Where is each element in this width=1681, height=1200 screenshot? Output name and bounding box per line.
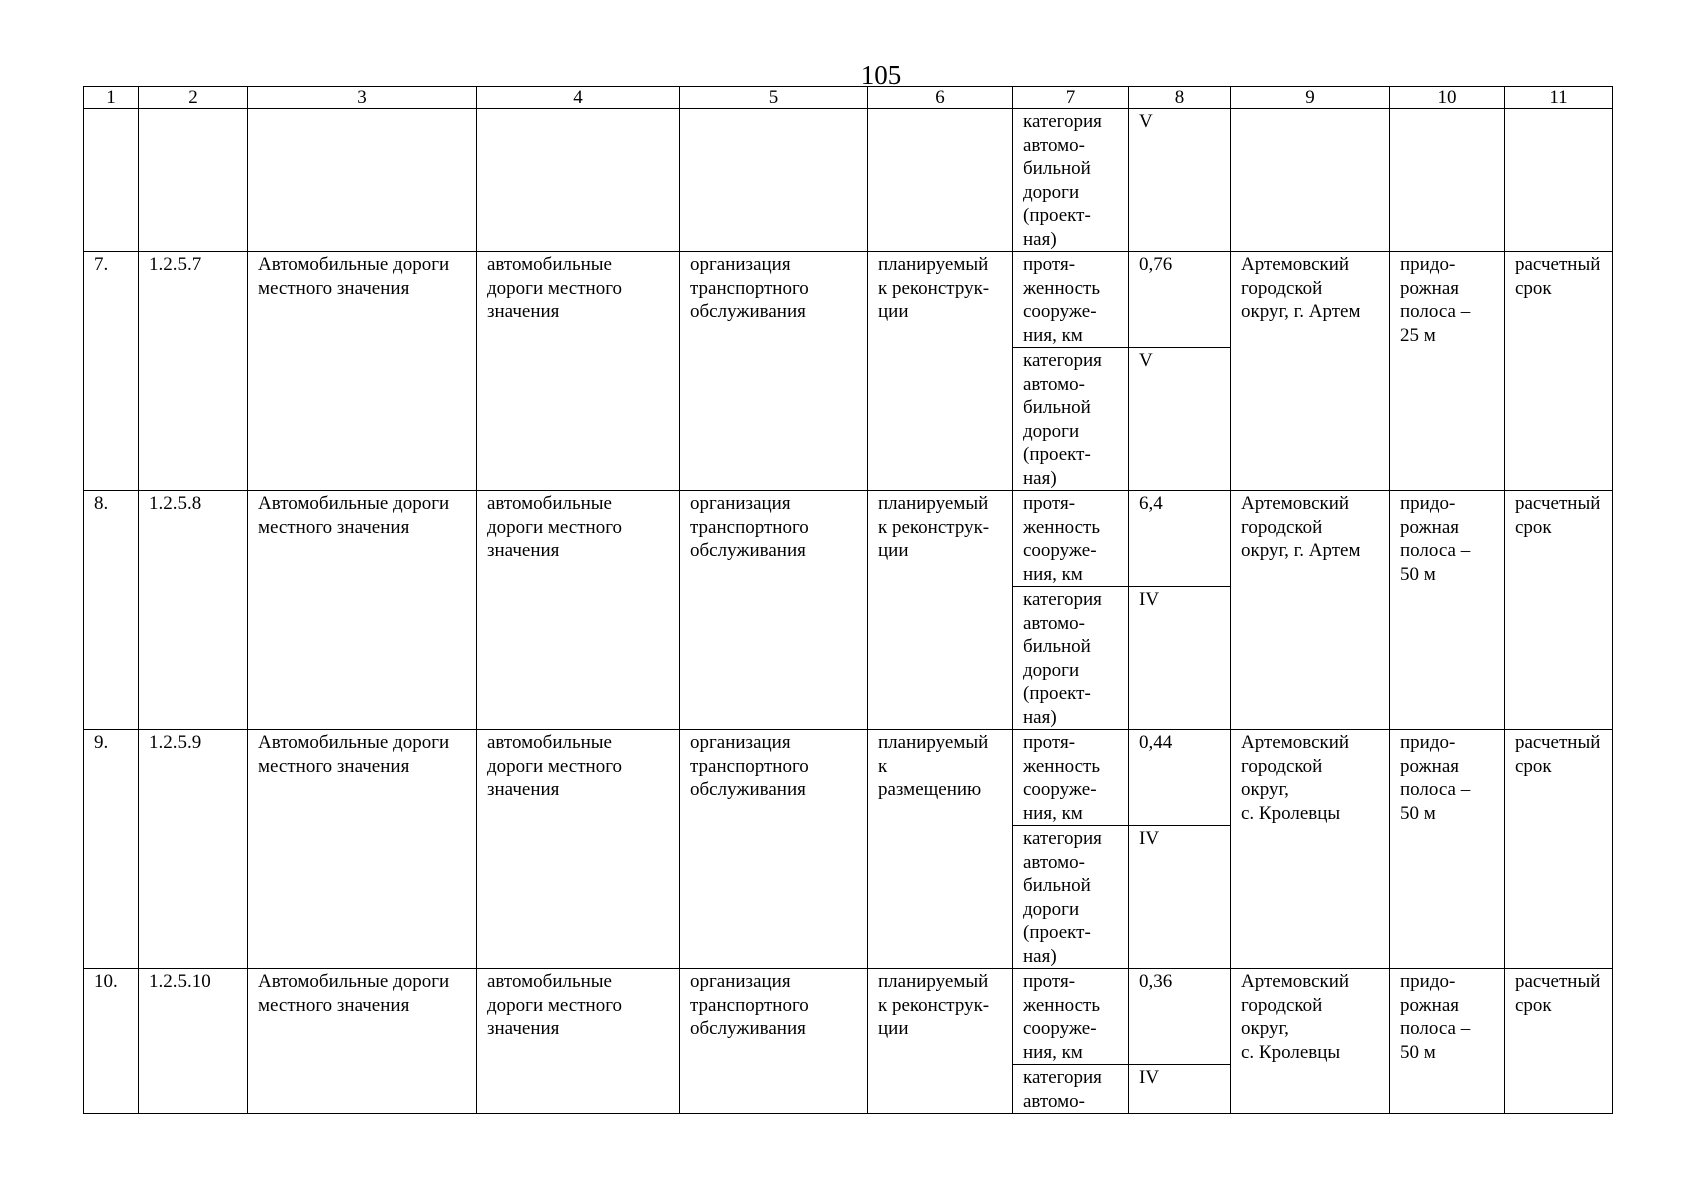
row-number: 8. [84, 491, 139, 730]
object-purpose: организация транспортного обслуживания [680, 730, 868, 969]
param-value: IV [1129, 1065, 1231, 1114]
protection-zone: придо- рожная полоса – 50 м [1390, 491, 1505, 730]
implementation-term: расчетный срок [1505, 730, 1613, 969]
object-code: 1.2.5.8 [139, 491, 248, 730]
param-label: категория автомо- бильной дороги (проект- ная) [1013, 587, 1129, 730]
continued-row-fragment [84, 109, 1613, 252]
param-value: 0,36 [1129, 969, 1231, 1065]
object-type: автомобильные дороги местного значения [477, 252, 680, 491]
object-type: автомобильные дороги местного значения [477, 491, 680, 730]
param-label: протя- женность сооруже- ния, км [1013, 730, 1129, 826]
table-row [84, 491, 1613, 587]
object-code: 1.2.5.10 [139, 969, 248, 1114]
protection-zone: придо- рожная полоса – 50 м [1390, 730, 1505, 969]
implementation-term: расчетный срок [1505, 491, 1613, 730]
object-purpose: организация транспортного обслуживания [680, 252, 868, 491]
param-value: 0,44 [1129, 730, 1231, 826]
object-code: 1.2.5.9 [139, 730, 248, 969]
table-row [84, 730, 1613, 826]
object-location: Артемовский городской округ, г. Артем [1231, 252, 1390, 491]
object-status: планируемый к реконструк- ции [868, 252, 1013, 491]
column-number: 2 [139, 87, 248, 109]
object-location: Артемовский городской округ, с. Кролевцы [1231, 969, 1390, 1114]
object-type: автомобильные дороги местного значения [477, 730, 680, 969]
param-value: V [1129, 109, 1231, 252]
param-label: категория автомо- бильной дороги (проект- ная) [1013, 826, 1129, 969]
param-label: протя- женность сооруже- ния, км [1013, 252, 1129, 348]
param-label: категория автомо- бильной дороги (проект- ная) [1013, 348, 1129, 491]
column-number: 10 [1390, 87, 1505, 109]
param-value: 0,76 [1129, 252, 1231, 348]
implementation-term: расчетный срок [1505, 969, 1613, 1114]
protection-zone: придо- рожная полоса – 50 м [1390, 969, 1505, 1114]
table-row [84, 969, 1613, 1065]
column-number: 6 [868, 87, 1013, 109]
object-purpose: организация транспортного обслуживания [680, 969, 868, 1114]
object-name: Автомобильные дороги местного значения [248, 730, 477, 969]
column-number: 8 [1129, 87, 1231, 109]
column-numbers-row [84, 87, 1613, 109]
object-name: Автомобильные дороги местного значения [248, 252, 477, 491]
object-status: планируемый к размещению [868, 730, 1013, 969]
param-label: категория автомо- [1013, 1065, 1129, 1114]
param-value: IV [1129, 587, 1231, 730]
row-number: 9. [84, 730, 139, 969]
row-number: 10. [84, 969, 139, 1114]
column-number: 11 [1505, 87, 1613, 109]
object-status: планируемый к реконструк- ции [868, 969, 1013, 1114]
param-value: IV [1129, 826, 1231, 969]
column-number: 9 [1231, 87, 1390, 109]
object-location: Артемовский городской округ, с. Кролевцы [1231, 730, 1390, 969]
column-number: 5 [680, 87, 868, 109]
row-number: 7. [84, 252, 139, 491]
column-number: 1 [84, 87, 139, 109]
object-name: Автомобильные дороги местного значения [248, 491, 477, 730]
object-name: Автомобильные дороги местного значения [248, 969, 477, 1114]
param-value: 6,4 [1129, 491, 1231, 587]
protection-zone: придо- рожная полоса – 25 м [1390, 252, 1505, 491]
object-type: автомобильные дороги местного значения [477, 969, 680, 1114]
object-location: Артемовский городской округ, г. Артем [1231, 491, 1390, 730]
column-number: 7 [1013, 87, 1129, 109]
object-status: планируемый к реконструк- ции [868, 491, 1013, 730]
column-number: 4 [477, 87, 680, 109]
column-number: 3 [248, 87, 477, 109]
param-label: протя- женность сооруже- ния, км [1013, 969, 1129, 1065]
object-code: 1.2.5.7 [139, 252, 248, 491]
param-label: категория автомо- бильной дороги (проект- ная) [1013, 109, 1129, 252]
param-value: V [1129, 348, 1231, 491]
table-row [84, 252, 1613, 348]
param-label: протя- женность сооруже- ния, км [1013, 491, 1129, 587]
implementation-term: расчетный срок [1505, 252, 1613, 491]
page-number: 105 [860, 60, 902, 90]
object-purpose: организация транспортного обслуживания [680, 491, 868, 730]
infrastructure-table [83, 86, 1613, 1114]
